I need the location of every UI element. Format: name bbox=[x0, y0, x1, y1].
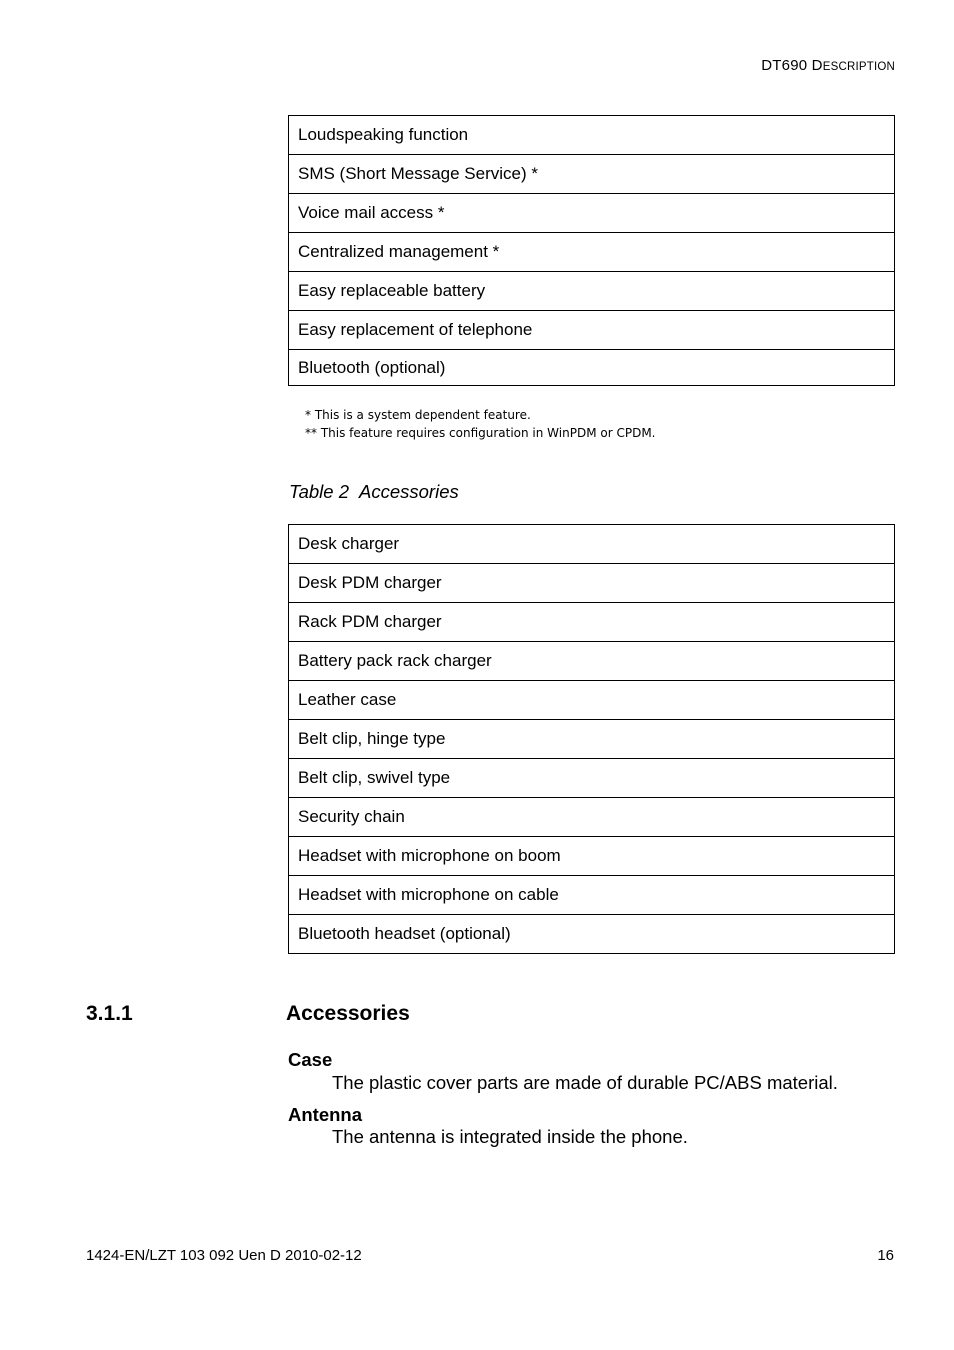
footnote: * This is a system dependent feature. bbox=[305, 408, 531, 422]
features-table bbox=[288, 115, 895, 386]
table-cell: Headset with microphone on cable bbox=[289, 876, 895, 915]
definition-description: The plastic cover parts are made of durable PC/ABS material. bbox=[332, 1072, 838, 1093]
table-cell: Easy replacement of telephone bbox=[289, 311, 895, 350]
table-row bbox=[289, 350, 895, 386]
definition-term: Antenna bbox=[288, 1104, 362, 1125]
table-cell: Bluetooth (optional) bbox=[289, 350, 895, 386]
table-row bbox=[289, 603, 895, 642]
footer-page-number: 16 bbox=[877, 1247, 894, 1264]
table-caption-label: Table 2 bbox=[289, 481, 350, 502]
table-cell: Rack PDM charger bbox=[289, 603, 895, 642]
table-row bbox=[289, 681, 895, 720]
table-cell: SMS (Short Message Service) * bbox=[289, 155, 895, 194]
section-title: Accessories bbox=[286, 1002, 410, 1025]
table-row bbox=[289, 798, 895, 837]
table-cell: Desk charger bbox=[289, 525, 895, 564]
table-row bbox=[289, 720, 895, 759]
table-cell: Leather case bbox=[289, 681, 895, 720]
table-row bbox=[289, 759, 895, 798]
table-cell: Belt clip, swivel type bbox=[289, 759, 895, 798]
table-cell: Easy replaceable battery bbox=[289, 272, 895, 311]
footnotes bbox=[305, 406, 655, 442]
table-cell: Voice mail access * bbox=[289, 194, 895, 233]
running-header bbox=[761, 57, 895, 74]
table-row bbox=[289, 155, 895, 194]
header-title-smallcaps: ESCRIPTION bbox=[822, 61, 895, 73]
table-caption-title: Accessories bbox=[359, 481, 459, 502]
table-row bbox=[289, 116, 895, 155]
table-row bbox=[289, 525, 895, 564]
table-row bbox=[289, 642, 895, 681]
table-cell: Security chain bbox=[289, 798, 895, 837]
table-row bbox=[289, 564, 895, 603]
table-row bbox=[289, 915, 895, 954]
table-cell: Loudspeaking function bbox=[289, 116, 895, 155]
table-row bbox=[289, 272, 895, 311]
table-cell: Desk PDM charger bbox=[289, 564, 895, 603]
table-row bbox=[289, 233, 895, 272]
table-caption bbox=[289, 481, 459, 503]
definition-term: Case bbox=[288, 1049, 333, 1070]
table-cell: Battery pack rack charger bbox=[289, 642, 895, 681]
table-cell: Bluetooth headset (optional) bbox=[289, 915, 895, 954]
table-cell: Headset with microphone on boom bbox=[289, 837, 895, 876]
accessories-table bbox=[288, 524, 895, 954]
table-row bbox=[289, 837, 895, 876]
header-title-main: DT690 D bbox=[761, 57, 823, 74]
section-number: 3.1.1 bbox=[86, 1002, 133, 1025]
footer-doc-id: 1424-EN/LZT 103 092 Uen D 2010-02-12 bbox=[86, 1247, 362, 1264]
table-row bbox=[289, 876, 895, 915]
footnote: ** This feature requires configuration in WinPDM or CPDM. bbox=[305, 426, 656, 440]
table-cell: Belt clip, hinge type bbox=[289, 720, 895, 759]
table-row bbox=[289, 194, 895, 233]
table-cell: Centralized management * bbox=[289, 233, 895, 272]
table-row bbox=[289, 311, 895, 350]
definition-description: The antenna is integrated inside the phone. bbox=[332, 1126, 688, 1147]
